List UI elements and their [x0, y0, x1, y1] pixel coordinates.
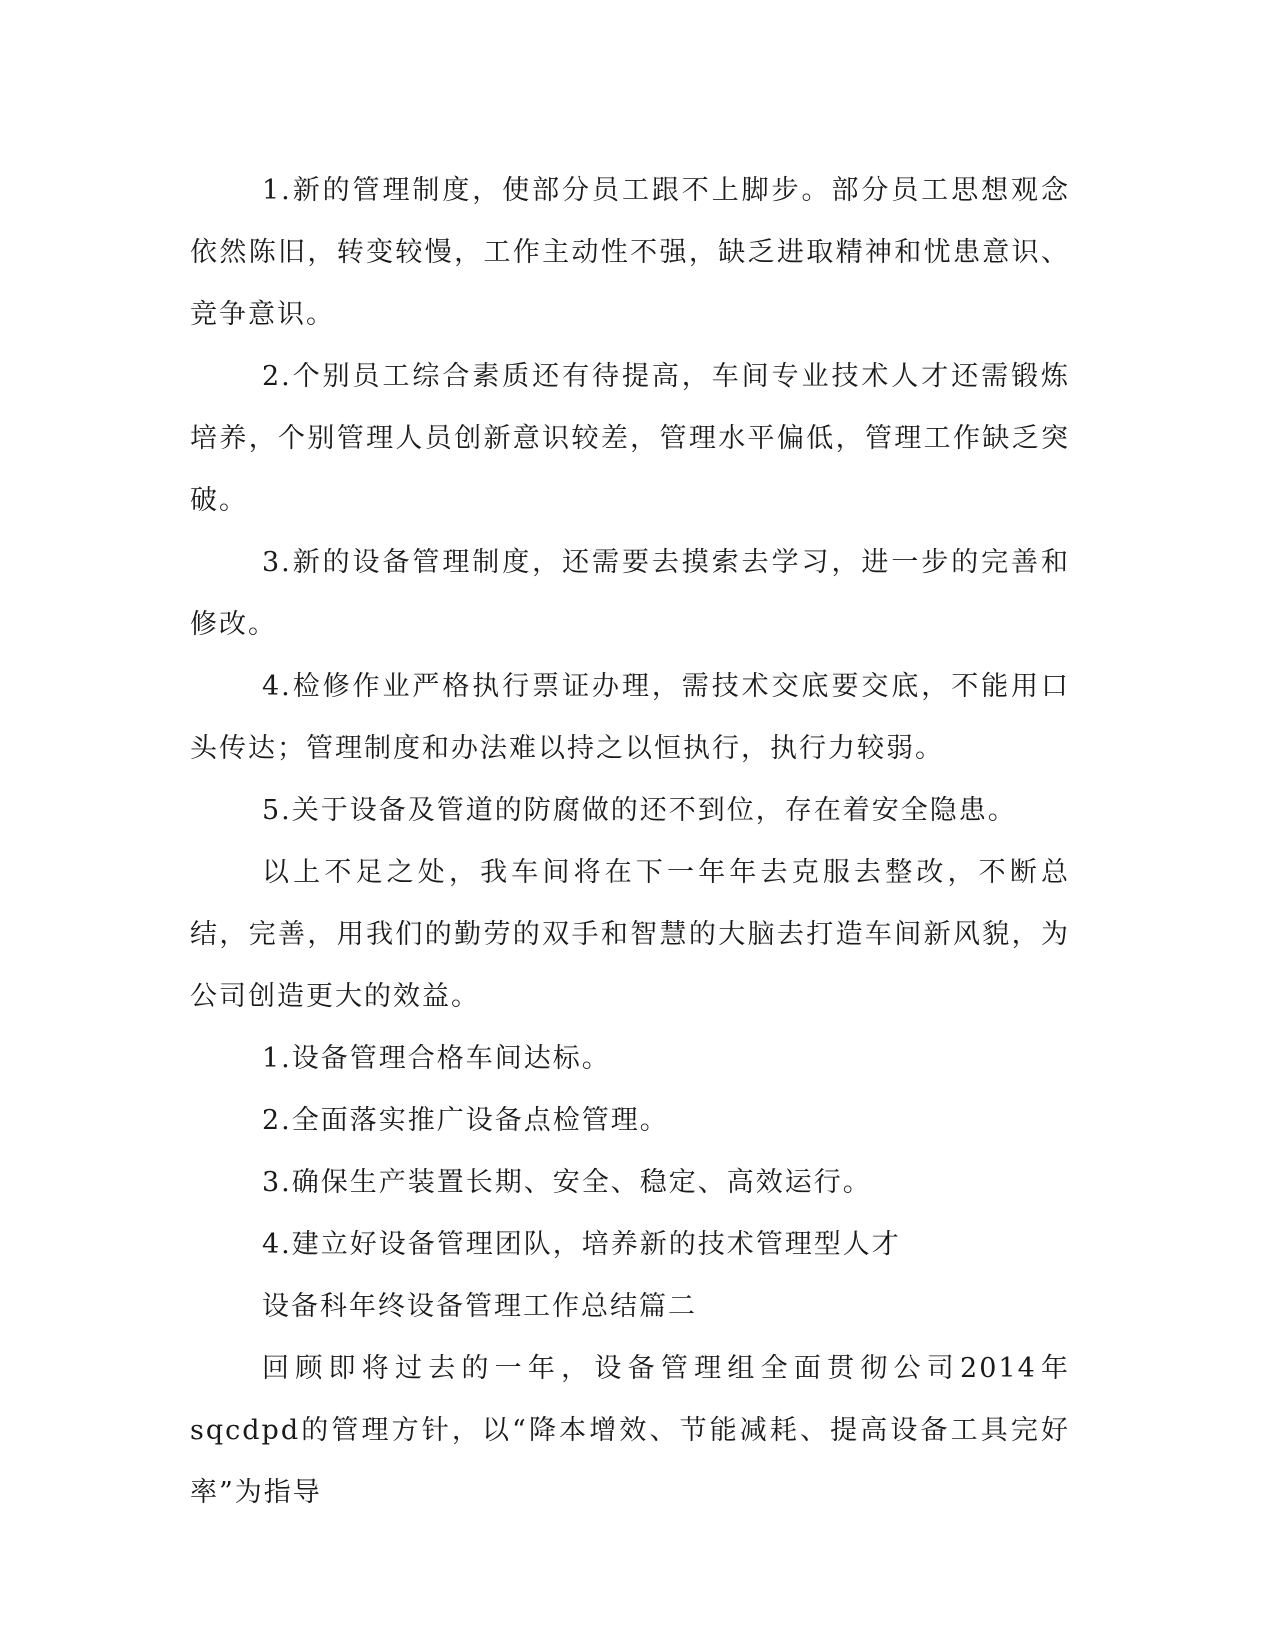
paragraph-issue-4: 4.检修作业严格执行票证办理，需技术交底要交底，不能用口头传达；管理制度和办法难以持之以恒执行，执行力较弱。 — [190, 671, 1070, 764]
paragraph-issue-5: 5.关于设备及管道的防腐做的还不到位，存在着安全隐患。 — [262, 795, 1017, 826]
paragraph-issue-3: 3.新的设备管理制度，还需要去摸索去学习，进一步的完善和修改。 — [190, 547, 1070, 640]
paragraph-summary: 以上不足之处，我车间将在下一年年去克服去整改，不断总结，完善，用我们的勤劳的双手和智慧的大脑去打造车间新风貌，为公司创造更大的效益。 — [190, 857, 1070, 1012]
paragraph-goal-2: 2.全面落实推广设备点检管理。 — [262, 1105, 669, 1136]
section-heading: 设备科年终设备管理工作总结篇二 — [262, 1291, 697, 1322]
paragraph-issue-2: 2.个别员工综合素质还有待提高，车间专业技术人才还需锻炼培养，个别管理人员创新意识较差，管理水平偏低，管理工作缺乏突破。 — [190, 361, 1070, 516]
document-body — [190, 160, 1070, 1524]
paragraph-review: 回顾即将过去的一年，设备管理组全面贯彻公司2014年sqcdpd的管理方针，以“降本增效、节能减耗、提高设备工具完好率”为指导 — [190, 1353, 1070, 1508]
paragraph-goal-3: 3.确保生产装置长期、安全、稳定、高效运行。 — [262, 1167, 872, 1198]
paragraph-goal-4: 4.建立好设备管理团队，培养新的技术管理型人才 — [262, 1229, 901, 1260]
paragraph-goal-1: 1.设备管理合格车间达标。 — [262, 1043, 611, 1074]
paragraph-issue-1: 1.新的管理制度，使部分员工跟不上脚步。部分员工思想观念依然陈旧，转变较慢，工作主动性不强，缺乏进取精神和忧患意识、竞争意识。 — [190, 175, 1070, 330]
